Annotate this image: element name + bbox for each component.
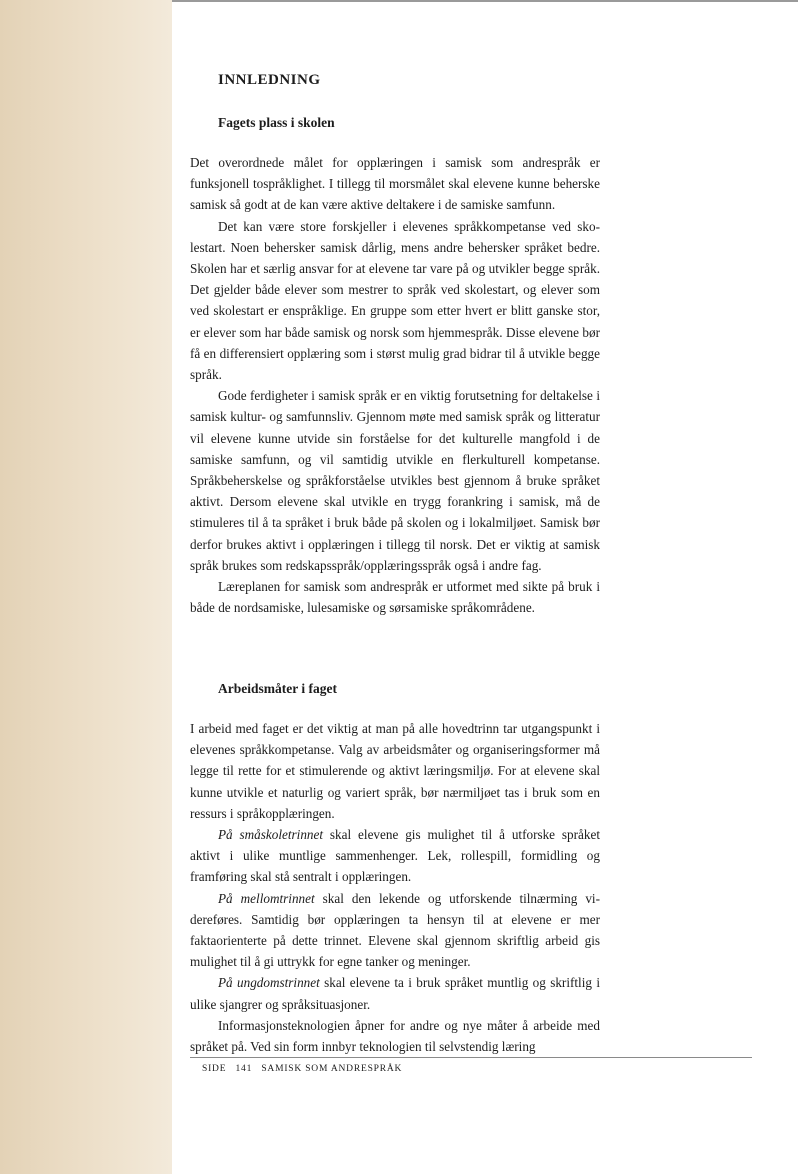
paragraph — [190, 972, 600, 1014]
footer-side-label: SIDE — [202, 1064, 227, 1074]
paragraph: Læreplanen for samisk som andrespråk er utformet med sikte på bruk i både de nordsamiske, lulesamiske og sørsamiske språkområdene. — [190, 579, 600, 616]
paragraph-text: skal den lekende og utforskende tilnærming videreføres. Samtidig bør opplæringen ta hensyn til at elevene er mer faktaorienterte på dette trinnet. Elevene skal gjennom skriftlig arbeid gis mulighet til å gi uttrykk for egne tanker og meninger. — [190, 890, 601, 970]
stage-name-ungdomstrinnet: På ungdomstrinnet — [218, 975, 320, 991]
section-body-fagets-plass — [190, 152, 600, 618]
stage-name-smaskoletrinnet: På småskoletrinnet — [218, 827, 324, 843]
paragraph: Informasjonsteknologien åpner for andre og nye måter å arbeide med språket på. Ved sin form innbyr teknologien til selvstendig læring — [190, 1017, 600, 1055]
section-title-fagets-plass: Fagets plass i skolen — [218, 115, 335, 130]
document-page — [190, 0, 600, 1174]
paragraph — [190, 888, 600, 973]
footer-subject: SAMISK SOM ANDRESPRÅK — [261, 1064, 403, 1074]
footer-divider — [190, 1057, 752, 1058]
paragraph: Gode ferdigheter i samisk språk er en viktig forutsetning for deltakelse i samisk kultur- og samfunnsliv. Gjennom møte med samisk språk og litteratur vil elevene kunne utvide sin forståelse for det kulturelle mangfold i de samiske samfunn, og vil samtidig utvikle en flerkulturell kompetanse. Språkbeherskelse og språkforståelse utvikles best gjennom å bruke språket aktivt. Dersom elevene skal utvikle en trygg forankring i samisk, må de stimuleres til å ta språket i bruk både på skolen og i lokalmiljøet. Samisk bør derfor brukes aktivt i opplæringen i tillegg til norsk. Det er viktig at samisk språk brukes som redskapsspråk/opplæringsspråk også i andre fag. — [190, 388, 600, 573]
paragraph-text: skal elevene ta i bruk språket muntlig og skriftlig i ulike sjangrer og språksituasjoner. — [190, 975, 600, 1012]
paragraph-text: skal elevene gis mulighet til å utforske språket aktivt i ulike muntlige sammenhenger. Lek, rollespill, formidling og framføring skal stå sentralt i opplæringen. — [190, 827, 600, 885]
stage-name-mellomtrinnet: På mellomtrinnet — [218, 890, 315, 906]
chapter-title: INNLEDNING — [218, 72, 321, 88]
paragraph: Det overordnede målet for opplæringen i samisk som andrespråk er funksjonell tospråklighet. I tillegg til morsmålet skal elevene kunne beherske samisk så godt at de kan være aktive deltakere i de samiske samfunn. — [190, 155, 600, 213]
footer-page-number: 141 — [235, 1064, 253, 1074]
paragraph: Det kan være store forskjeller i elevenes språkkompetanse ved skolestart. Noen behersker samisk dårlig, mens andre behersker språket bedre. Skolen har et særlig ansvar for at elevene tar vare på og utvikler begge språk. Det gjelder både elever som mestrer to språk ved skolestart, og elever som ved skolestart er enspråklige. En gruppe som etter hvert er blitt ganske stor, er elever som har både samisk og norsk som hjemmespråk. Disse elevene bør få en differensiert opplæring som i størst mulig grad bidrar til å utvikle begge språk. — [190, 218, 600, 383]
page-footer — [202, 1064, 408, 1074]
paragraph — [190, 824, 600, 888]
section-title-arbeidsmater: Arbeidsmåter i faget — [218, 681, 337, 696]
paragraph: I arbeid med faget er det viktig at man på alle hovedtrinn tar utgangspunkt i elevenes språkkompetanse. Valg av arbeidsmåter og organiseringsformer må legge til rette for et stimulerende og aktivt læringsmiljø. For at elevene skal kunne utvikle et naturlig og variert språk, bør nærmiljøet tas i bruk som en ressurs i språkopplæringen. — [190, 721, 600, 821]
page-binding-shadow — [0, 0, 172, 1174]
section-body-arbeidsmater — [190, 718, 600, 1057]
